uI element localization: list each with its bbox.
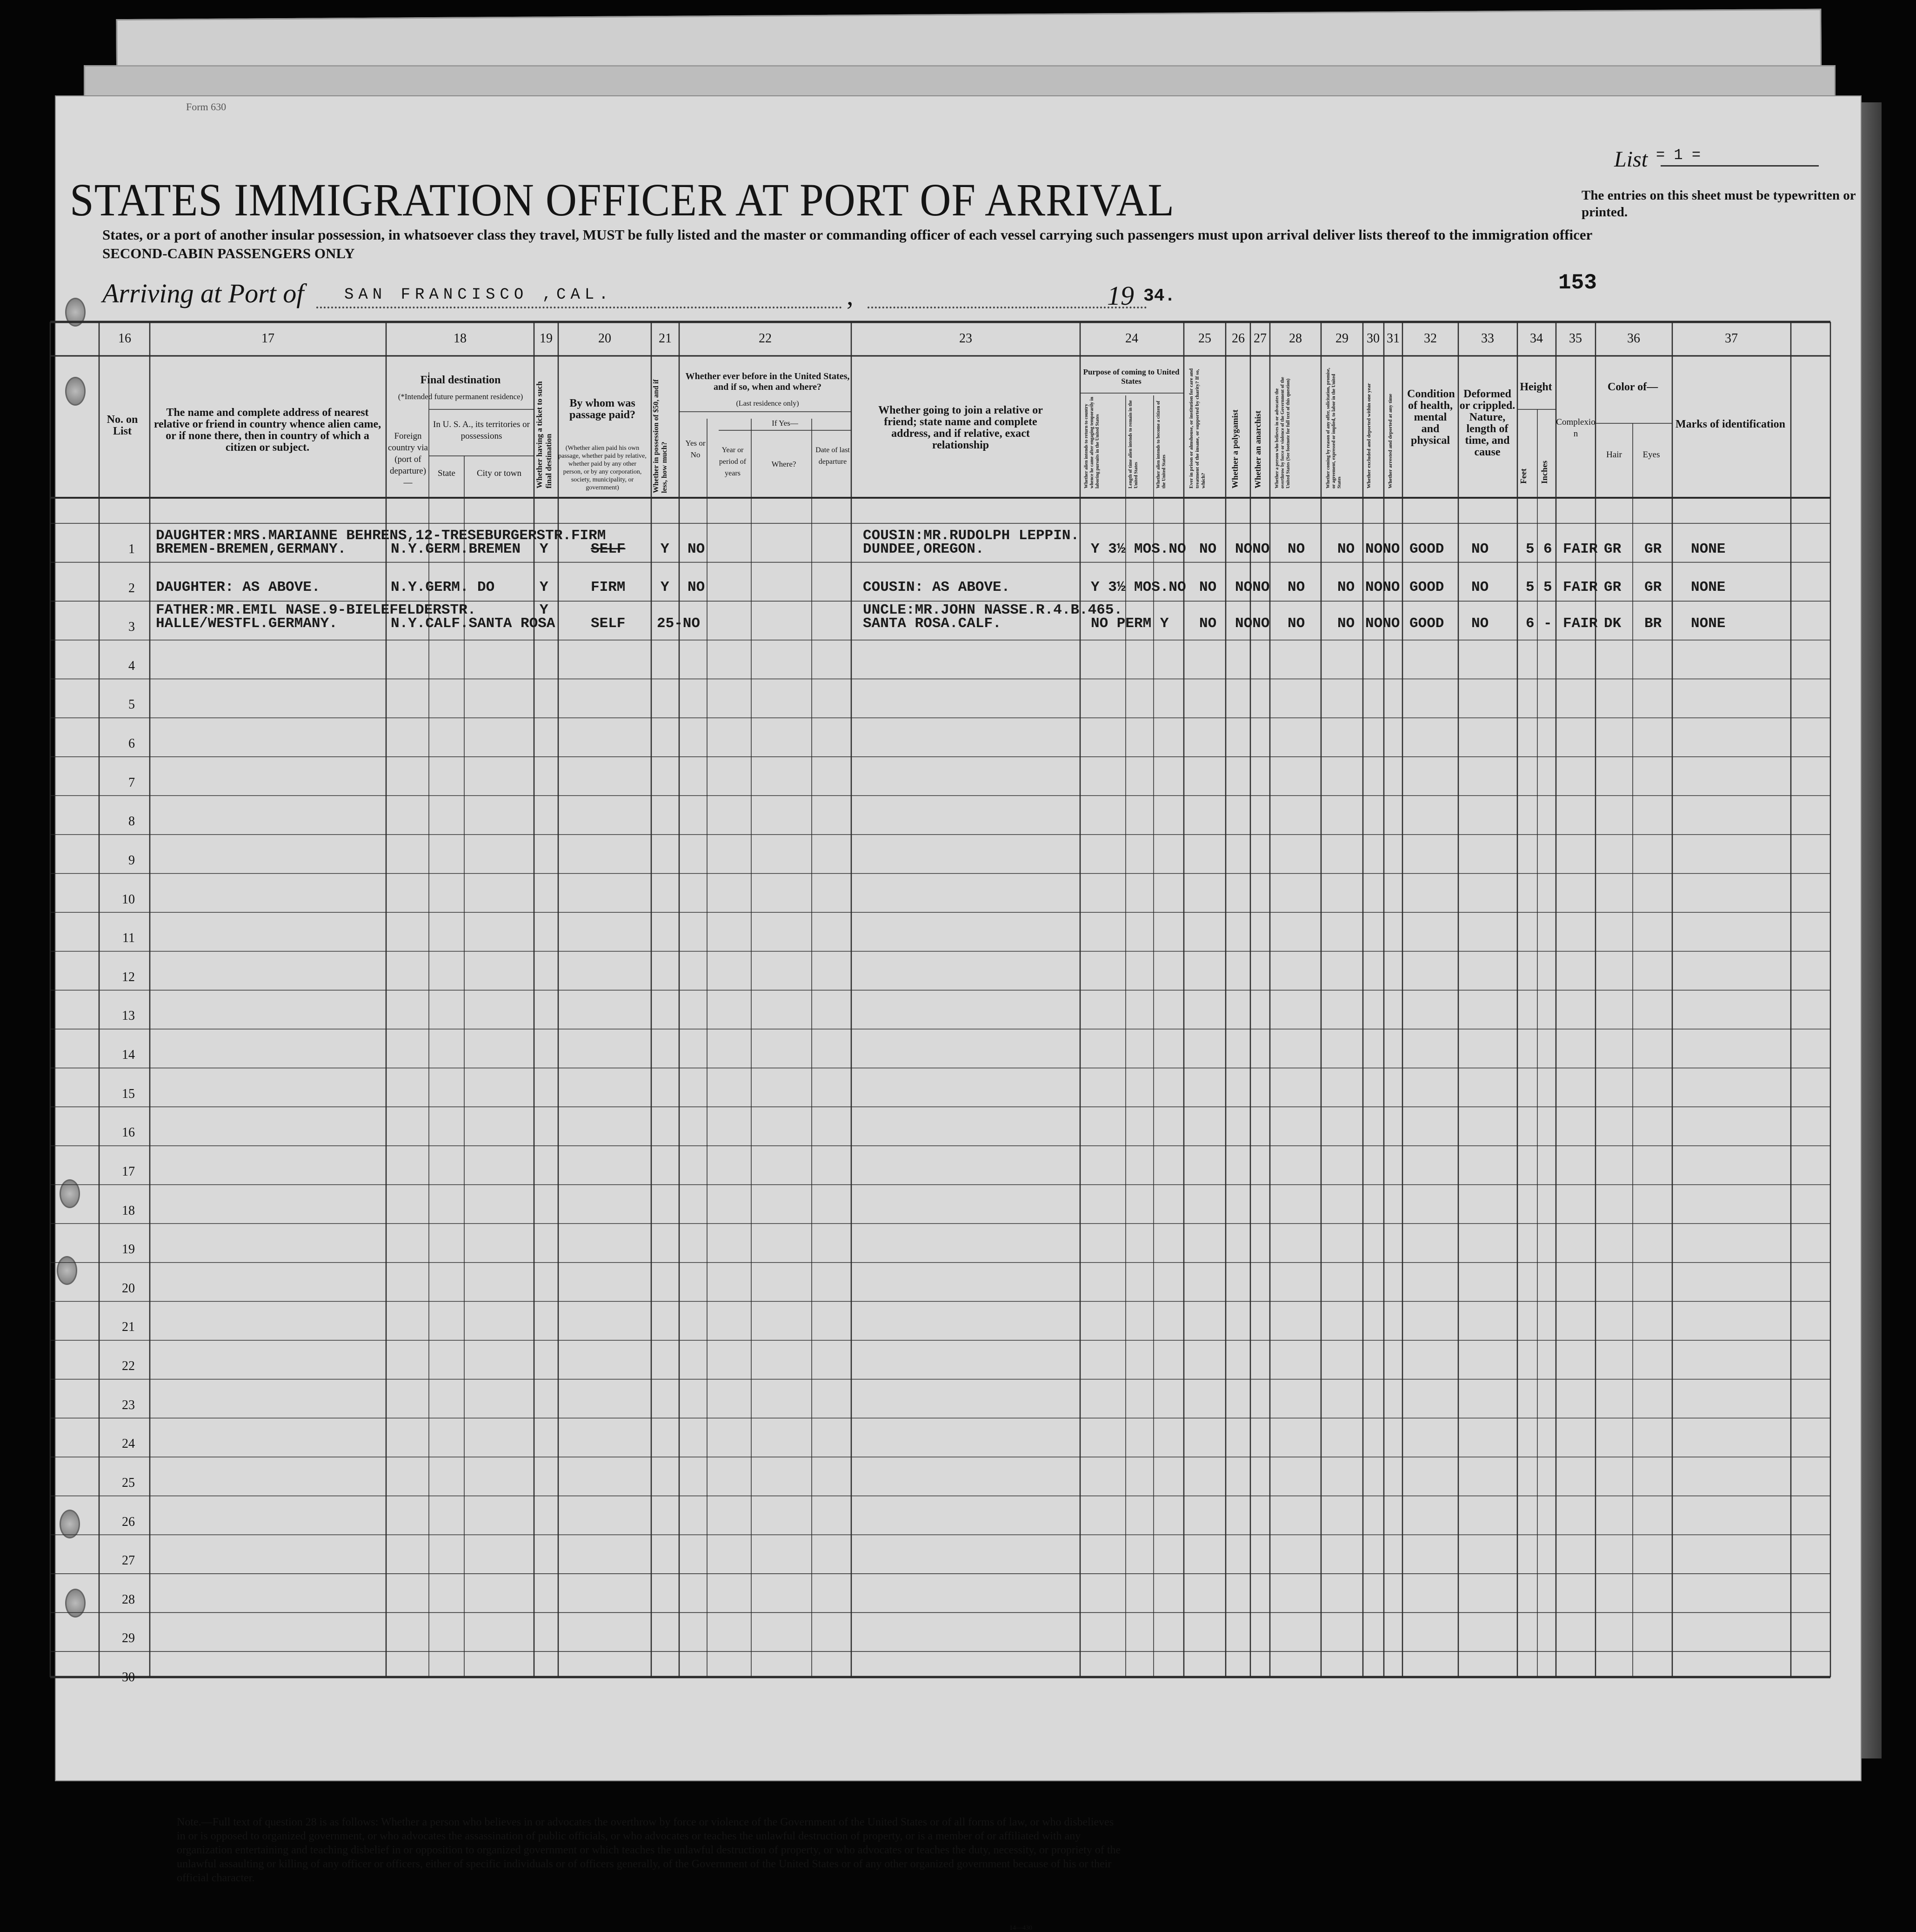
column-number: 28 <box>1289 331 1302 346</box>
header-state: State <box>438 468 455 478</box>
column-number: 27 <box>1254 331 1267 346</box>
column-number: 32 <box>1424 331 1437 346</box>
entry-r3-joining-name: UNCLE:MR.JOHN NASSE.R.4.B.465. <box>863 602 1123 618</box>
column-number: 24 <box>1125 331 1138 346</box>
form-code: 14—430 <box>1009 1925 1032 1932</box>
header-passage-paid-sub: (Whether alien paid his own passage, whether paid by relative, whether paid by any other person, or by any corporation, society, municipality, or government) <box>558 445 647 491</box>
entry-r2-inches: 5 <box>1543 579 1552 595</box>
header-ticket: Whether having a ticket to such final destination <box>535 381 553 488</box>
entry-r1-money: Y <box>661 541 669 557</box>
entry-r3-inches: - <box>1543 615 1552 632</box>
column-number: 26 <box>1232 331 1245 346</box>
entry-r1-hair: GR <box>1604 541 1622 557</box>
header-arrested-deported: Whether arrested and deported at any time <box>1388 394 1393 488</box>
entry-r3-joining-address: SANTA ROSA.CALF. <box>863 615 1001 632</box>
entry-r2-deformed: NO <box>1471 579 1489 595</box>
header-polygamist: Whether a polygamist <box>1230 409 1240 488</box>
row-number: 15 <box>122 1086 135 1101</box>
header-foreign-country: Foreign country via (port of departure)— <box>387 431 428 488</box>
row-number: 27 <box>122 1553 135 1568</box>
row-number: 8 <box>128 814 135 829</box>
header-anarchist: Whether an anarchist <box>1253 410 1262 488</box>
header-excluded-deported: Whether excluded and deported within one year <box>1366 383 1372 488</box>
entry-r3-labor: NO <box>1337 615 1355 632</box>
column-number: 31 <box>1387 331 1400 346</box>
instructions-line: States, or a port of another insular possession, in whatsoever class they travel, MUST be fully listed and the master or commanding officer of each vessel carrying such passengers must upon arrival deliver lists thereof to the immigration officer <box>102 227 1593 243</box>
entry-r1-destination: N.Y.GERM.BREMEN <box>391 541 521 557</box>
header-possession-50: Whether in possession of $50, and if less, how much? <box>652 379 668 493</box>
entry-r2-eyes: GR <box>1644 579 1662 595</box>
entry-r1-health: GOOD <box>1409 541 1444 557</box>
row-number: 6 <box>128 736 135 751</box>
row-number: 3 <box>128 620 135 635</box>
header-inches: Inches <box>1540 460 1549 484</box>
header-overthrow: Whether a person who believes in or advocates the overthrow by force or violence of the Government of the United States (See footnote for full text of this question) <box>1275 377 1291 488</box>
column-number: 17 <box>261 331 274 346</box>
entry-r2-hair: GR <box>1604 579 1622 595</box>
row-number: 14 <box>122 1048 135 1063</box>
header-final-destination: Final destination <box>420 374 501 386</box>
row-number: 9 <box>128 853 135 868</box>
header-date-last-departure: Date of last departure <box>815 446 850 466</box>
entry-r2-overthrow: NO <box>1288 579 1305 595</box>
entry-r1-poly-anarch: NONO <box>1235 541 1270 557</box>
entry-r3-eyes: BR <box>1644 615 1662 632</box>
header-deformed: Deformed or crippled. Nature, length of time, and cause <box>1459 388 1515 458</box>
entry-r2-poly-anarch: NONO <box>1235 579 1270 595</box>
year-prefix: 19 <box>1107 281 1134 311</box>
entry-r1-relative-name: DAUGHTER:MRS.MARIANNE BEHRENS,12-TRESEBURGERSTR.FIRM <box>156 528 606 544</box>
arriving-port: SAN FRANCISCO ,CAL. <box>344 286 613 304</box>
row-number: 23 <box>122 1397 135 1412</box>
entry-r3-ticket: Y <box>540 602 548 618</box>
entry-r2-ever-before: NO <box>688 579 705 595</box>
column-number: 33 <box>1481 331 1494 346</box>
entry-r1-labor: NO <box>1337 541 1355 557</box>
row-number: 1 <box>128 542 135 556</box>
page-heading: STATES IMMIGRATION OFFICER AT PORT OF ARRIVAL <box>70 174 1175 226</box>
entry-r2-marks: NONE <box>1691 579 1726 595</box>
row-number: 28 <box>122 1592 135 1607</box>
column-number: 25 <box>1198 331 1211 346</box>
header-height: Height <box>1520 381 1552 393</box>
row-number: 17 <box>122 1164 135 1179</box>
header-purpose-return: Whether alien intends to return to country whence he came after engaging temporarily in laboring pursuits in the United States <box>1084 397 1100 488</box>
header-color-of: Color of— <box>1607 381 1658 393</box>
arriving-label: Arriving at Port of <box>102 278 304 308</box>
row-number: 16 <box>122 1125 135 1140</box>
entry-r2-relative: DAUGHTER: AS ABOVE. <box>156 579 320 595</box>
entry-r1-prison: NO <box>1199 541 1217 557</box>
entry-r1-deported: NONO <box>1365 541 1400 557</box>
entry-r1-deformed: NO <box>1471 541 1489 557</box>
header-city-town: City or town <box>476 468 522 478</box>
entry-r1-joining-name: COUSIN:MR.RUDOLPH LEPPIN. <box>863 528 1080 544</box>
entry-r2-joining: COUSIN: AS ABOVE. <box>863 579 1010 595</box>
column-number: 34 <box>1530 331 1543 346</box>
entry-r1-overthrow: NO <box>1288 541 1305 557</box>
entry-r2-complexion: FAIR <box>1563 579 1598 595</box>
header-feet: Feet <box>1519 468 1528 484</box>
header-purpose-citizen: Whether alien intends to become a citizen of the United States <box>1156 401 1167 488</box>
entry-r1-ever-before: NO <box>688 541 705 557</box>
entry-r2-money: Y <box>661 579 669 595</box>
entry-r2-destination: N.Y.GERM. DO <box>391 579 495 595</box>
row-number: 21 <box>122 1320 135 1335</box>
row-number: 4 <box>128 658 135 673</box>
year-suffix: 34. <box>1143 286 1175 306</box>
entry-r2-labor: NO <box>1337 579 1355 595</box>
entry-r3-overthrow: NO <box>1288 615 1305 632</box>
row-number: 10 <box>122 892 135 907</box>
entry-r3-health: GOOD <box>1409 615 1444 632</box>
row-number: 20 <box>122 1281 135 1296</box>
row-number: 18 <box>122 1203 135 1218</box>
list-value: = 1 = <box>1656 147 1701 164</box>
entry-r3-money: 25-NO <box>657 615 701 632</box>
column-number: 22 <box>759 331 772 346</box>
row-number: 12 <box>122 969 135 984</box>
entry-r2-health: GOOD <box>1409 579 1444 595</box>
header-yes-or-no: Yes or No <box>685 439 706 459</box>
entry-r3-relative-address: HALLE/WESTFL.GERMANY. <box>156 615 338 632</box>
footnote: Note.—Full text of question 28 is as follows: Whether a person who believes in or advocates the overthrow by force or violence of the Government of the United States or of all forms of law, or who disbelieves in or is opposed to organized government, or who advocates the assassination of public officials, or who advocates or teaches the unlawful destruction of property, or is a member of or affiliated with any organization entertaining and teaching disbelief in or opposition to organized government or which teaches the unlawful destruction of property, or who advocates or teaches the duty, necessity, or propriety of the unlawful assaulting or killing of any officer or officers, either of specific individuals or of officers generally, of the Government of the United States or of any other organized government because of his or their official character. <box>177 1816 1121 1884</box>
header-passage-paid: By whom was passage paid? <box>569 397 636 421</box>
header-purpose-length: Length of time alien intends to remain in the United States <box>1128 400 1139 488</box>
header-prison: Ever in prison or almshouse, or institution for care and treatment of the insane, or supported by charity? If so, which? <box>1188 368 1206 488</box>
entry-r2-prison: NO <box>1199 579 1217 595</box>
column-number: 37 <box>1725 331 1738 346</box>
header-hair: Hair <box>1606 450 1622 460</box>
row-number: 11 <box>122 931 135 946</box>
entry-r3-relative-name: FATHER:MR.EMIL NASE.9-BIELEFELDERSTR. <box>156 602 476 618</box>
page-number: 153 <box>1558 271 1597 295</box>
entry-r2-passage: FIRM <box>591 579 626 595</box>
entry-r3-purpose: NO PERM Y <box>1091 615 1169 632</box>
row-number: 22 <box>122 1359 135 1374</box>
typewritten-note: The entries on this sheet must be typewritten or printed. <box>1582 188 1856 220</box>
form-number: Form 630 <box>186 101 227 113</box>
header-if-yes: If Yes— <box>772 419 798 428</box>
entry-r2-deported: NONO <box>1365 579 1400 595</box>
header-last-residence: (Last residence only) <box>736 400 799 408</box>
header-where: Where? <box>771 460 796 468</box>
entry-r3-complexion: FAIR <box>1563 615 1598 632</box>
row-number: 25 <box>122 1475 135 1490</box>
entry-r3-feet: 6 <box>1526 615 1535 632</box>
entry-r3-deformed: NO <box>1471 615 1489 632</box>
entry-r1-inches: 6 <box>1543 541 1552 557</box>
entry-r1-purpose: Y 3½ MOS.NO <box>1091 541 1186 557</box>
row-number: 26 <box>122 1514 135 1529</box>
entry-r1-passage: SELF <box>591 541 626 557</box>
row-number: 13 <box>122 1009 135 1023</box>
header-in-usa: In U. S. A., its territories or possessions <box>433 420 530 441</box>
column-number: 35 <box>1569 331 1582 346</box>
column-number: 21 <box>659 331 672 346</box>
header-final-destination-sub: (*Intended future permanent residence) <box>398 392 523 401</box>
entry-r3-destination: N.Y.CALF.SANTA ROSA <box>391 615 555 632</box>
entry-r3-prison: NO <box>1199 615 1217 632</box>
column-number: 16 <box>118 331 131 346</box>
entry-r3-marks: NONE <box>1691 615 1726 632</box>
row-number: 19 <box>122 1242 135 1257</box>
column-number: 30 <box>1367 331 1380 346</box>
row-number: 5 <box>128 697 135 712</box>
entry-r1-eyes: GR <box>1644 541 1662 557</box>
header-year-period: Year or period of years <box>719 446 747 477</box>
header-no-on-list: No. on List <box>107 414 138 437</box>
header-nearest-relative: The name and complete address of nearest relative or friend in country whence alien came, or if none there, then in country of which a citizen or subject. <box>154 407 381 454</box>
header-eyes: Eyes <box>1642 450 1660 460</box>
entry-r1-complexion: FAIR <box>1563 541 1598 557</box>
header-join-relative: Whether going to join a relative or friend; state name and complete address, and if relative, exact relationship <box>878 404 1043 451</box>
header-condition-health: Condition of health, mental and physical <box>1407 388 1455 447</box>
list-label: List <box>1614 147 1648 172</box>
header-ever-before-us: Whether ever before in the United States, and if so, when and where? <box>685 371 850 392</box>
entry-r2-feet: 5 <box>1526 579 1535 595</box>
column-number: 29 <box>1335 331 1349 346</box>
column-number: 19 <box>540 331 553 346</box>
column-number: 23 <box>959 331 972 346</box>
row-number: 24 <box>122 1437 135 1451</box>
row-number: 30 <box>122 1670 135 1685</box>
entry-r3-hair: DK <box>1604 615 1622 632</box>
row-number: 2 <box>128 581 135 595</box>
entry-r1-ticket: Y <box>540 541 548 557</box>
row-number: 29 <box>122 1631 135 1646</box>
row-number: 7 <box>128 775 135 790</box>
entry-r1-feet: 5 <box>1526 541 1535 557</box>
entry-r3-deported: NONO <box>1365 615 1400 632</box>
entry-r3-passage: SELF <box>591 615 626 632</box>
column-number: 18 <box>454 331 467 346</box>
entry-r1-joining-address: DUNDEE,OREGON. <box>863 541 984 557</box>
header-complexion: Complexion <box>1556 417 1596 439</box>
header-purpose: Purpose of coming to United States <box>1083 368 1180 386</box>
header-marks-identification: Marks of identification <box>1676 418 1785 430</box>
entry-r1-marks: NONE <box>1691 541 1726 557</box>
column-number: 20 <box>598 331 611 346</box>
entry-r2-purpose: Y 3½ MOS.NO <box>1091 579 1186 595</box>
header-labor-offer: Whether coming by reason of any offer, solicitation, promise, or agreement, expressed or implied, to labor in the United States <box>1326 368 1342 488</box>
entry-r2-ticket: Y <box>540 579 548 595</box>
passenger-class-line: SECOND-CABIN PASSENGERS ONLY <box>102 245 355 261</box>
entry-r3-poly-anarch: NONO <box>1235 615 1270 632</box>
column-number: 36 <box>1627 331 1640 346</box>
arriving-comma: , <box>847 281 854 311</box>
entry-r1-relative-address: BREMEN-BREMEN,GERMANY. <box>156 541 347 557</box>
